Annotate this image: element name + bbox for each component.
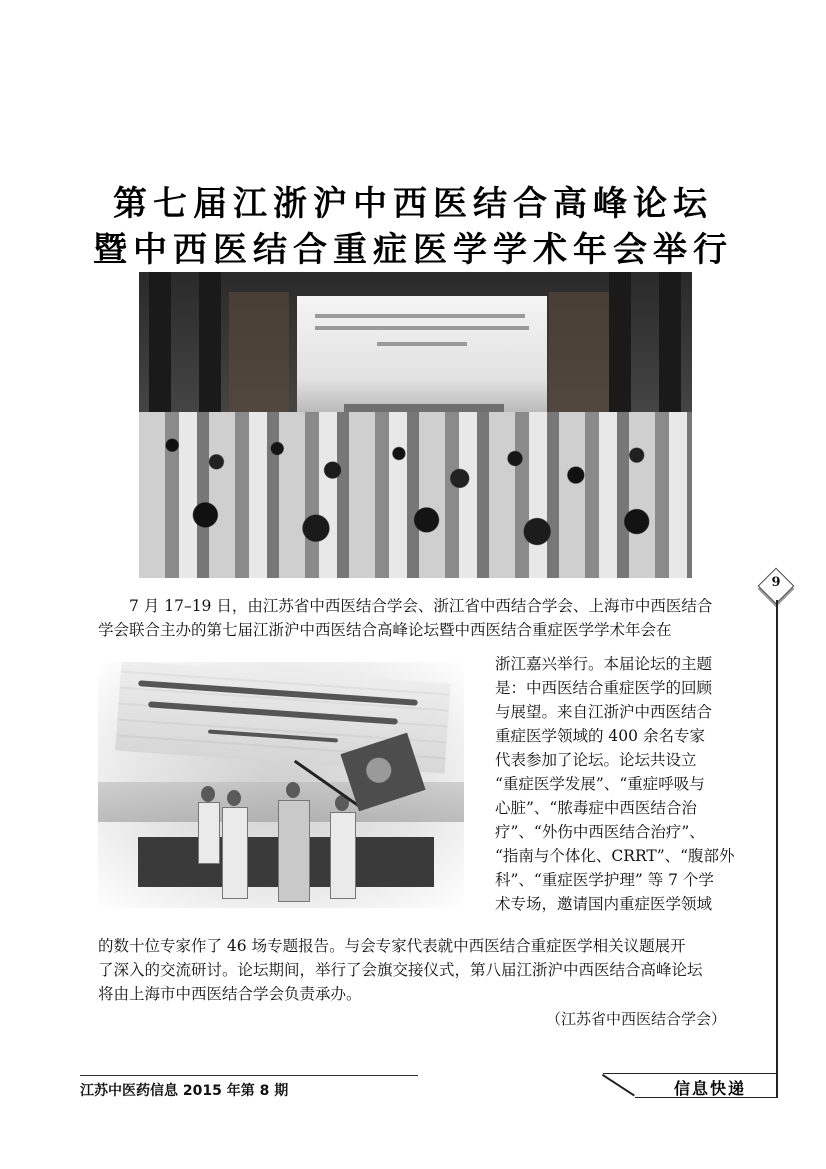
text-line: 学会联合主办的第七届江浙沪中西医结合高峰论坛暨中西医结合重症医学学术年会在 [98, 621, 672, 639]
journal-issue: 江苏中医药信息 2015 年第 8 期 [80, 1083, 289, 1099]
text-line: 了深入的交流研讨。论坛期间，举行了会旗交接仪式，第八届江浙沪中西医结合高峰论坛 [98, 961, 703, 979]
text-line: “指南与个体化、CRRT”、“腹部外 [495, 847, 735, 865]
article-paragraph-closing [98, 934, 726, 1006]
text-line: 代表参加了论坛。论坛共设立 [495, 751, 697, 769]
text-line: 浙江嘉兴举行。本届论坛的主题 [495, 655, 713, 673]
text-line: 与展望。来自江浙沪中西医结合 [495, 703, 713, 721]
text-line: 术专场，邀请国内重症医学领域 [495, 895, 713, 913]
margin-rule [776, 600, 778, 1097]
text-line: 科”、“重症医学护理” 等 7 个学 [495, 871, 714, 889]
flag-ceremony-photo [98, 662, 464, 908]
page-number: 9 [771, 575, 781, 590]
text-line: 将由上海市中西医结合学会负责承办。 [98, 985, 362, 1003]
text-line: “重症医学发展”、“重症呼吸与 [495, 775, 705, 793]
conference-hall-photo [139, 272, 692, 578]
text-line: 重症医学领域的 400 余名专家 [495, 727, 705, 745]
text-line: 7 月 17–19 日，由江苏省中西医结合学会、浙江省中西结合学会、上海市中西医结合 [129, 597, 713, 615]
text-line: 疗”、“外伤中西医结合治疗”、 [495, 823, 705, 841]
article-source: （江苏省中西医结合学会） [545, 1010, 726, 1028]
headline-line-1: 第七届江浙沪中西医结合高峰论坛 [113, 184, 713, 224]
headline-line-2: 暨中西医结合重症医学学术年会举行 [93, 230, 733, 270]
section-label: 信息快递 [673, 1079, 746, 1098]
article-paragraph-intro [98, 594, 726, 642]
text-line: 是：中西医结合重症医学的回顾 [495, 679, 713, 697]
article-paragraph-wrap [495, 652, 735, 916]
text-line: 心脏”、“脓毒症中西医结合治 [495, 799, 697, 817]
footer-divider [80, 1075, 418, 1076]
text-line: 的数十位专家作了 46 场专题报告。与会专家代表就中西医结合重症医学相关议题展开 [98, 937, 686, 955]
